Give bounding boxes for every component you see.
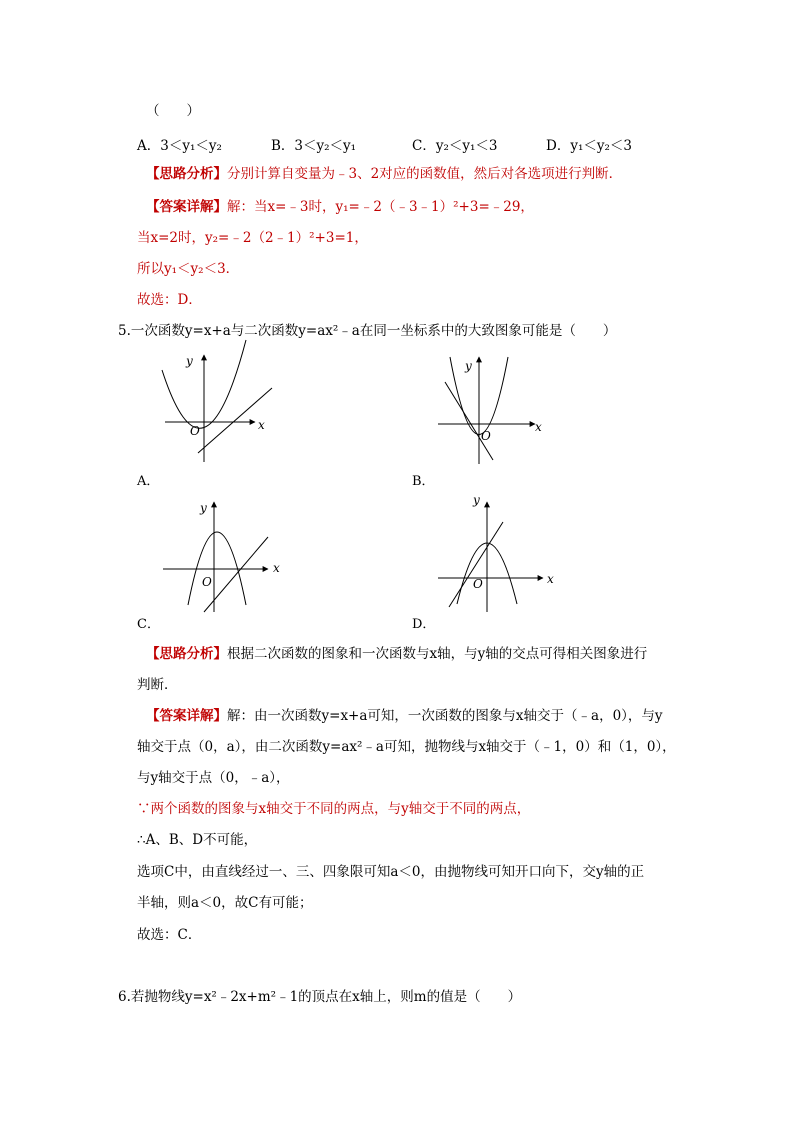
- graph-c: [160, 497, 285, 617]
- analysis-text: 分别计算自变量为﹣3、2对应的函数值，然后对各选项进行判断．: [227, 166, 623, 182]
- q5-detail-6: 选项C中，由直线经过一、三、四象限可知a＜0，由抛物线可知开口向下，交y轴的正: [137, 864, 645, 880]
- y-label: y: [200, 501, 207, 515]
- q5-answer: 故选：C．: [137, 927, 202, 943]
- graph-c-label: C．: [137, 617, 160, 632]
- x-label: x: [258, 418, 265, 432]
- q4-choice-a: A．3＜y₁＜y₂: [137, 138, 222, 154]
- q5-detail-3: 与y轴交于点（0，﹣a），: [137, 770, 290, 786]
- q5-detail-1: [146, 707, 663, 725]
- origin-label: O: [202, 575, 212, 589]
- analysis-tag: 【思路分析】: [146, 646, 227, 662]
- y-label: y: [473, 493, 480, 507]
- origin-label: O: [481, 429, 491, 443]
- x-label: x: [547, 572, 554, 586]
- detail-4-text: ∵两个函数的图象与x轴交于不同的两点，与y轴交于不同的两点，: [137, 801, 531, 817]
- q6-stem: 6.若抛物线y=x²﹣2x+m²﹣1的顶点在x轴上，则m的值是（ ）: [118, 989, 522, 1005]
- detail-text: 解：由一次函数y=x+a可知，一次函数的图象与x轴交于（﹣a，0），与y: [227, 708, 663, 724]
- y-label: y: [186, 354, 193, 368]
- line: [449, 522, 503, 607]
- graph-b-label: B．: [412, 474, 435, 489]
- q4-choice-b: B．3＜y₂＜y₁: [271, 138, 357, 154]
- line: [445, 382, 493, 460]
- q5-detail-4: [137, 800, 530, 818]
- q4-analysis: [146, 165, 622, 183]
- x-label: x: [273, 561, 280, 575]
- q4-detail-3: 所以y₁＜y₂＜3．: [137, 261, 240, 277]
- q4-choice-c: C．y₂＜y₁＜3: [412, 138, 498, 154]
- origin-label: O: [473, 577, 483, 591]
- analysis-tag: 【思路分析】: [146, 166, 227, 182]
- detail-text: 解：当x=﹣3时，y₁=﹣2（﹣3﹣1）²+3=﹣29，: [227, 199, 534, 215]
- detail-tag: 【答案详解】: [146, 199, 227, 215]
- q5-analysis-1: [146, 645, 647, 663]
- graph-a: [160, 350, 280, 465]
- q4-detail-1: [146, 198, 534, 216]
- y-label: y: [465, 359, 472, 373]
- q5-stem: 5.一次函数y=x+a与二次函数y=ax²﹣a在同一坐标系中的大致图象可能是（ ）: [118, 323, 617, 339]
- q5-analysis-2: 判断．: [137, 677, 178, 693]
- q5-detail-2: 轴交于点（0，a），由二次函数y=ax²﹣a可知，抛物线与x轴交于（﹣1，0）和（1，0），: [137, 739, 676, 755]
- q5-detail-7: 半轴，则a＜0，故C有可能；: [137, 895, 313, 911]
- q5-detail-5: ∴A、B、D不可能，: [137, 832, 258, 848]
- graph-a-label: A．: [137, 474, 160, 489]
- x-label: x: [535, 420, 542, 434]
- origin-label: O: [190, 424, 200, 438]
- graph-b: [435, 352, 555, 467]
- graph-d-label: D．: [412, 617, 436, 632]
- q4-detail-2: 当x=2时，y₂=﹣2（2﹣1）²+3=1，: [137, 230, 368, 246]
- q4-paren: （ ）: [146, 103, 200, 119]
- q4-answer: 故选：D．: [137, 292, 202, 308]
- analysis-text: 根据二次函数的图象和一次函数与x轴，与y轴的交点可得相关图象进行: [227, 646, 648, 662]
- graph-d: [435, 492, 555, 612]
- detail-tag: 【答案详解】: [146, 708, 227, 724]
- q4-choice-d: D．y₁＜y₂＜3: [546, 138, 632, 154]
